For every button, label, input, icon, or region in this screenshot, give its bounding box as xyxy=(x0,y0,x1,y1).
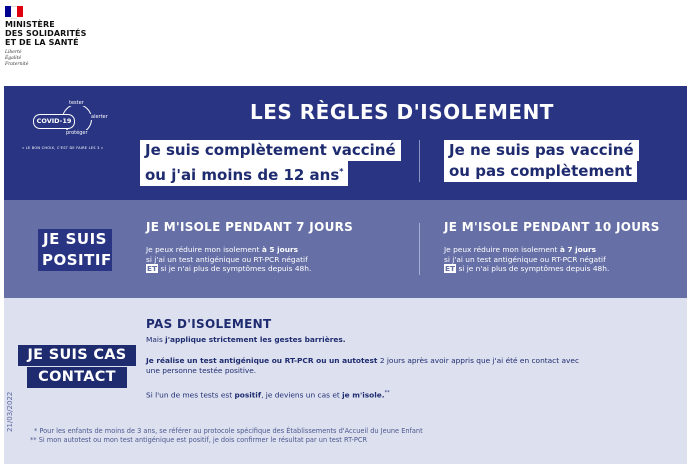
not-vaccinated-header-line-1: Je ne suis pas vacciné xyxy=(444,140,639,161)
motto-liberte: Liberté xyxy=(5,50,22,55)
page-title: LES RÈGLES D'ISOLEMENT xyxy=(250,100,554,124)
not-vaccinated-positive-heading: JE M'ISOLE PENDANT 10 JOURS xyxy=(444,220,660,234)
covid-badge: COVID-19 xyxy=(33,114,75,129)
footnote-1: * Pour les enfants de moins de 3 ans, se référer au protocole spécifique des Établissements d'Accueil du Jeune Enfant xyxy=(34,427,423,435)
ministry-name-line-2: DES SOLIDARITÉS xyxy=(5,29,87,38)
vaccinated-header-line-1: Je suis complètement vacciné xyxy=(140,140,401,161)
column-divider xyxy=(419,140,420,182)
column-divider-positive xyxy=(419,223,420,275)
footnote-2: ** Si mon autotest ou mon test antigénique est positif, je dois confirmer le résultat par un test RT-PCR xyxy=(30,436,368,444)
ministry-name-line-3: ET DE LA SANTÉ xyxy=(5,38,79,47)
contact-paragraph-1: Mais j'applique strictement les gestes barrières. xyxy=(146,335,346,344)
covid-word-tester: tester xyxy=(69,100,84,106)
vaccinated-positive-text: Je peux réduire mon isolement à 5 jours si j'ai un test antigénique ou RT-PCR négatif ET si je n'ai plus de symptômes depuis 48h. xyxy=(146,245,312,273)
ministry-name-line-1: MINISTÈRE xyxy=(5,20,55,29)
vaccinated-positive-heading: JE M'ISOLE PENDANT 7 JOURS xyxy=(146,220,354,234)
not-vaccinated-positive-text: Je peux réduire mon isolement à 7 jours si j'ai un test antigénique ou RT-PCR négatif ET si je n'ai plus de symptômes depuis 48h. xyxy=(444,245,610,273)
motto-fraternite: Fraternité xyxy=(5,62,29,67)
positive-tag-line-1: JE SUIS xyxy=(38,229,112,250)
french-flag-icon xyxy=(5,6,23,17)
vaccinated-header-line-2: ou j'ai moins de 12 ans* xyxy=(140,161,348,186)
no-isolation-heading: PAS D'ISOLEMENT xyxy=(146,317,272,331)
publication-date: 21/03/2022 xyxy=(6,391,14,432)
covid-word-alerter: alerter xyxy=(91,114,108,120)
not-vaccinated-header-line-2: ou pas complètement xyxy=(444,161,637,182)
covid-tagline: « LE BON CHOIX, C'EST DE FAIRE LES 3 » xyxy=(22,146,104,150)
covid-word-proteger: protéger xyxy=(66,130,88,136)
motto-egalite: Égalité xyxy=(5,56,22,61)
contact-paragraph-3: Si l'un de mes tests est positif, je deviens un cas et je m'isole.** xyxy=(146,390,390,400)
positive-tag-line-2: POSITIF xyxy=(38,250,112,271)
contact-tag-line-2: CONTACT xyxy=(27,367,127,388)
contact-paragraph-2: Je réalise un test antigénique ou RT-PCR ou un autotest 2 jours après avoir appris que j'ai été en contact avec une personne testée positive. xyxy=(146,356,580,375)
contact-tag-line-1: JE SUIS CAS xyxy=(18,345,136,366)
